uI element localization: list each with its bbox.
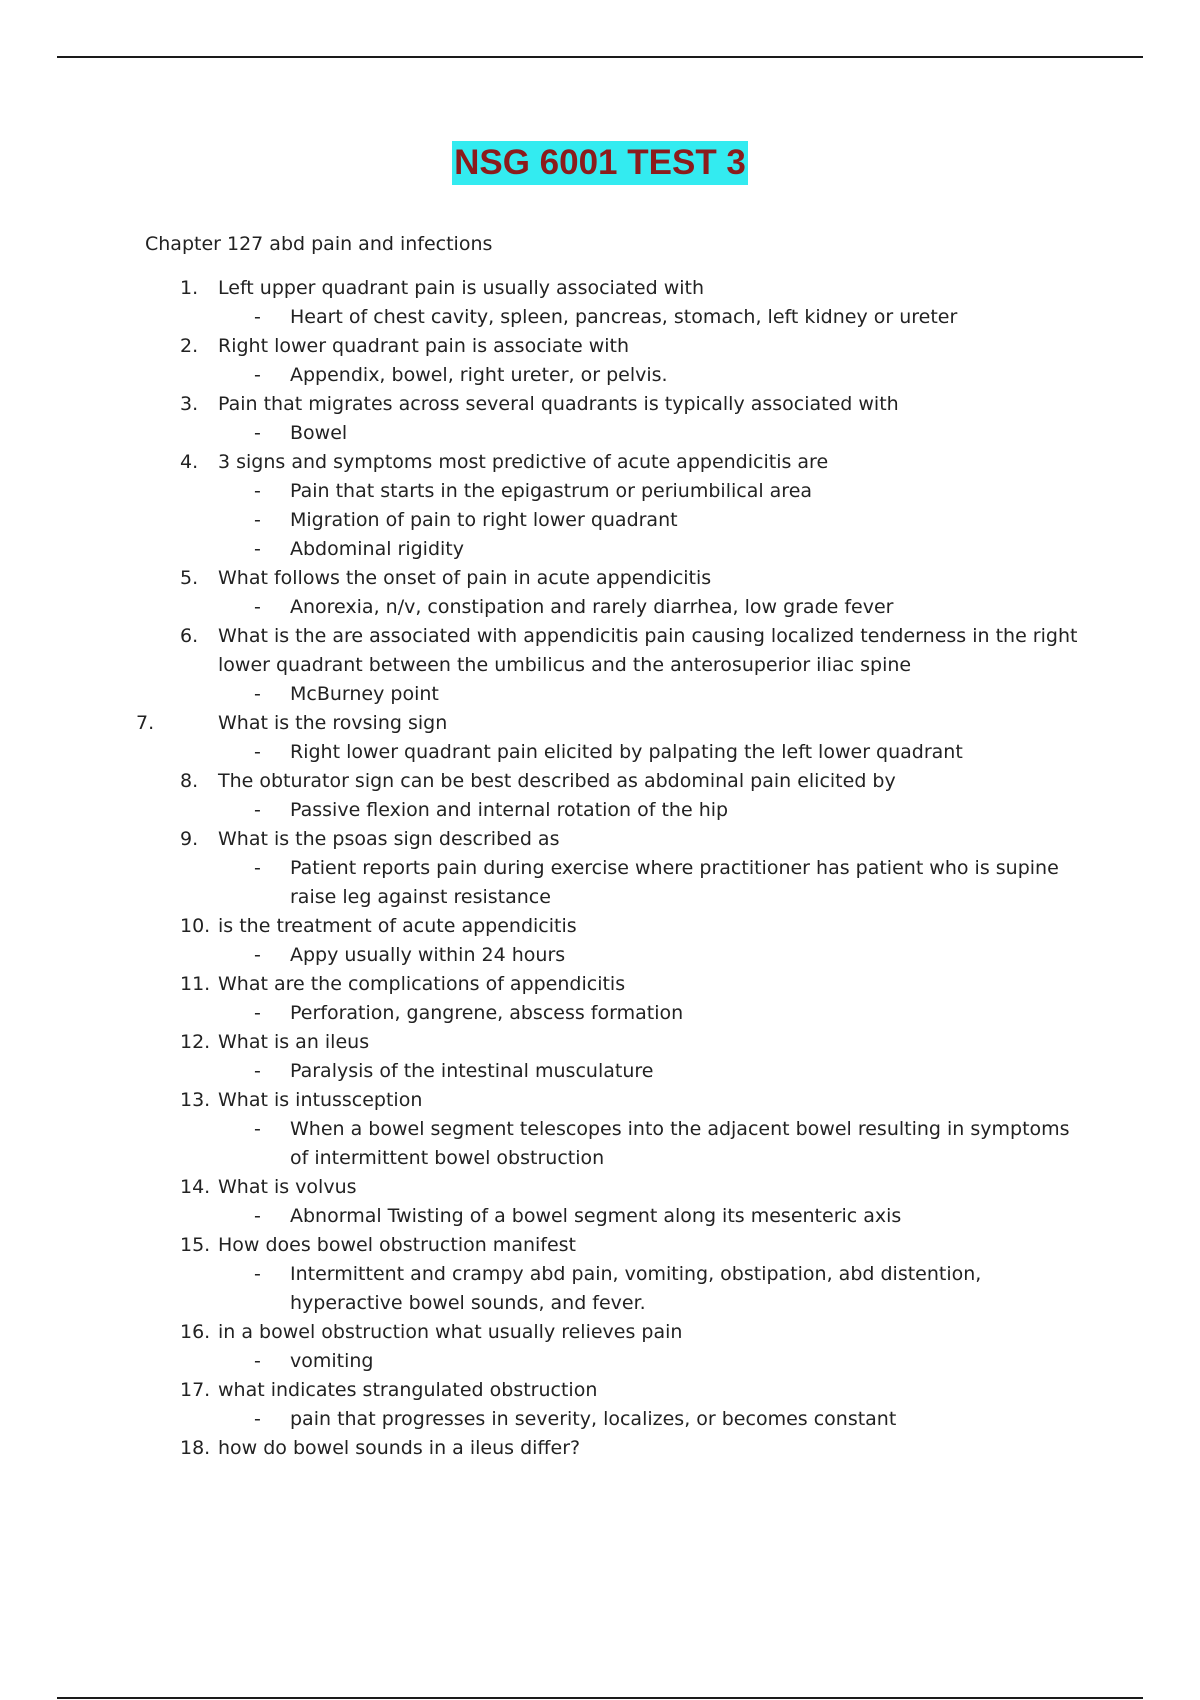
bullet-dash: -: [254, 1002, 261, 1024]
question-item: [0, 448, 1200, 564]
answer-text: Bowel: [290, 422, 348, 444]
answer-item: [0, 854, 1200, 912]
bullet-dash: -: [254, 944, 261, 966]
bullet-dash: -: [254, 596, 261, 618]
question-item: [0, 1231, 1200, 1318]
answer-item: [0, 999, 1200, 1028]
answer-text: McBurney point: [290, 683, 439, 705]
answer-item: [0, 419, 1200, 448]
question-text: Pain that migrates across several quadrants is typically associated with: [218, 393, 899, 415]
answer-text: Intermittent and crampy abd pain, vomiting, obstipation, abd distention, hyperactive bowel sounds, and fever.: [290, 1263, 982, 1314]
bullet-dash: -: [254, 1263, 261, 1285]
question-line: [0, 332, 1200, 361]
answer-text: Right lower quadrant pain elicited by palpating the left lower quadrant: [290, 741, 963, 763]
answer-text: Appy usually within 24 hours: [290, 944, 566, 966]
question-item: [0, 767, 1200, 825]
answer-item: [0, 593, 1200, 622]
question-item: [0, 332, 1200, 390]
answer-list: [0, 738, 1200, 767]
question-text: is the treatment of acute appendicitis: [218, 915, 577, 937]
answer-list: [0, 593, 1200, 622]
question-item: [0, 912, 1200, 970]
question-text: The obturator sign can be best described as abdominal pain elicited by: [218, 770, 896, 792]
answer-item: [0, 1057, 1200, 1086]
answer-item: [0, 535, 1200, 564]
question-number: 4.: [180, 451, 199, 473]
question-text: Right lower quadrant pain is associate with: [218, 335, 630, 357]
question-item: [0, 1434, 1200, 1463]
answer-item: [0, 941, 1200, 970]
question-number: 15.: [180, 1234, 211, 1256]
question-item: [0, 274, 1200, 332]
answer-item: [0, 1115, 1200, 1173]
question-line: [0, 709, 1200, 738]
bullet-dash: -: [254, 509, 261, 531]
answer-list: [0, 1405, 1200, 1434]
question-list: [0, 274, 1200, 1463]
question-text: What is the are associated with appendicitis pain causing localized tenderness in the right lower quadrant between the umbilicus and the anterosuperior iliac spine: [218, 625, 1078, 676]
answer-item: [0, 477, 1200, 506]
answer-text: Abdominal rigidity: [290, 538, 464, 560]
question-line: [0, 390, 1200, 419]
question-item: [0, 1028, 1200, 1086]
bullet-dash: -: [254, 1350, 261, 1372]
answer-list: [0, 796, 1200, 825]
bullet-dash: -: [254, 1408, 261, 1430]
answer-list: [0, 1347, 1200, 1376]
question-text: 3 signs and symptoms most predictive of acute appendicitis are: [218, 451, 829, 473]
question-number: 12.: [180, 1031, 211, 1053]
answer-text: Perforation, gangrene, abscess formation: [290, 1002, 684, 1024]
question-text: What is the psoas sign described as: [218, 828, 560, 850]
answer-item: [0, 361, 1200, 390]
title-container: [0, 141, 1200, 185]
answer-list: [0, 680, 1200, 709]
answer-text: Patient reports pain during exercise where practitioner has patient who is supine raise leg against resistance: [290, 857, 1059, 908]
answer-item: [0, 1260, 1200, 1318]
question-number: 1.: [180, 277, 199, 299]
question-number: 13.: [180, 1089, 211, 1111]
bullet-dash: -: [254, 1118, 261, 1140]
answer-list: [0, 361, 1200, 390]
question-item: [0, 564, 1200, 622]
document-title: NSG 6001 TEST 3: [452, 141, 748, 185]
question-line: [0, 825, 1200, 854]
answer-item: [0, 1347, 1200, 1376]
question-text: What is intussception: [218, 1089, 423, 1111]
answer-text: When a bowel segment telescopes into the adjacent bowel resulting in symptoms of intermittent bowel obstruction: [290, 1118, 1070, 1169]
answer-text: Migration of pain to right lower quadrant: [290, 509, 678, 531]
question-text: How does bowel obstruction manifest: [218, 1234, 577, 1256]
bottom-rule: [57, 1697, 1143, 1699]
bullet-dash: -: [254, 741, 261, 763]
answer-item: [0, 303, 1200, 332]
question-line: [0, 622, 1200, 680]
question-number: 9.: [180, 828, 199, 850]
question-item: [0, 390, 1200, 448]
question-line: [0, 1434, 1200, 1463]
question-text: What is volvus: [218, 1176, 357, 1198]
answer-text: Anorexia, n/v, constipation and rarely diarrhea, low grade fever: [290, 596, 894, 618]
question-number: 14.: [180, 1176, 211, 1198]
question-line: [0, 1028, 1200, 1057]
question-number: 11.: [180, 973, 211, 995]
question-line: [0, 912, 1200, 941]
answer-text: Paralysis of the intestinal musculature: [290, 1060, 654, 1082]
chapter-heading: Chapter 127 abd pain and infections: [145, 233, 493, 255]
answer-text: Pain that starts in the epigastrum or periumbilical area: [290, 480, 813, 502]
question-line: [0, 767, 1200, 796]
bullet-dash: -: [254, 683, 261, 705]
question-number: 3.: [180, 393, 199, 415]
question-number: 7.: [136, 712, 155, 734]
answer-list: [0, 1057, 1200, 1086]
question-line: [0, 1173, 1200, 1202]
answer-item: [0, 1202, 1200, 1231]
bullet-dash: -: [254, 857, 261, 879]
answer-text: Passive flexion and internal rotation of the hip: [290, 799, 729, 821]
question-item: [0, 1376, 1200, 1434]
answer-item: [0, 680, 1200, 709]
question-text: how do bowel sounds in a ileus differ?: [218, 1437, 581, 1459]
question-text: What is an ileus: [218, 1031, 370, 1053]
bullet-dash: -: [254, 306, 261, 328]
question-number: 16.: [180, 1321, 211, 1343]
answer-list: [0, 1260, 1200, 1318]
answer-item: [0, 506, 1200, 535]
bullet-dash: -: [254, 364, 261, 386]
question-line: [0, 564, 1200, 593]
answer-list: [0, 477, 1200, 564]
question-text: Left upper quadrant pain is usually associated with: [218, 277, 705, 299]
question-line: [0, 1231, 1200, 1260]
answer-text: pain that progresses in severity, localizes, or becomes constant: [290, 1408, 897, 1430]
top-rule: [57, 56, 1143, 58]
question-number: 18.: [180, 1437, 211, 1459]
answer-item: [0, 1405, 1200, 1434]
question-item: [0, 1173, 1200, 1231]
bullet-dash: -: [254, 1205, 261, 1227]
bullet-dash: -: [254, 422, 261, 444]
question-text: in a bowel obstruction what usually relieves pain: [218, 1321, 683, 1343]
question-number: 5.: [180, 567, 199, 589]
answer-item: [0, 796, 1200, 825]
answer-list: [0, 303, 1200, 332]
question-line: [0, 1376, 1200, 1405]
bullet-dash: -: [254, 799, 261, 821]
bullet-dash: -: [254, 480, 261, 502]
question-item: [0, 622, 1200, 709]
question-item: [0, 825, 1200, 912]
question-line: [0, 970, 1200, 999]
answer-list: [0, 1202, 1200, 1231]
question-item: [0, 1086, 1200, 1173]
question-item: [0, 970, 1200, 1028]
answer-text: Abnormal Twisting of a bowel segment along its mesenteric axis: [290, 1205, 902, 1227]
answer-list: [0, 854, 1200, 912]
bullet-dash: -: [254, 1060, 261, 1082]
answer-item: [0, 738, 1200, 767]
question-text: what indicates strangulated obstruction: [218, 1379, 598, 1401]
question-number: 2.: [180, 335, 199, 357]
question-text: What follows the onset of pain in acute appendicitis: [218, 567, 712, 589]
question-item: [0, 709, 1200, 767]
answer-list: [0, 1115, 1200, 1173]
question-number: 17.: [180, 1379, 211, 1401]
question-number: 8.: [180, 770, 199, 792]
bullet-dash: -: [254, 538, 261, 560]
question-text: What is the rovsing sign: [218, 712, 448, 734]
question-item: [0, 1318, 1200, 1376]
question-text: What are the complications of appendicitis: [218, 973, 626, 995]
answer-text: Appendix, bowel, right ureter, or pelvis.: [290, 364, 668, 386]
question-line: [0, 448, 1200, 477]
question-number: 6.: [180, 625, 199, 647]
question-number: 10.: [180, 915, 211, 937]
answer-list: [0, 941, 1200, 970]
question-line: [0, 274, 1200, 303]
answer-text: Heart of chest cavity, spleen, pancreas, stomach, left kidney or ureter: [290, 306, 958, 328]
answer-list: [0, 999, 1200, 1028]
answer-text: vomiting: [290, 1350, 374, 1372]
answer-list: [0, 419, 1200, 448]
question-line: [0, 1086, 1200, 1115]
question-line: [0, 1318, 1200, 1347]
